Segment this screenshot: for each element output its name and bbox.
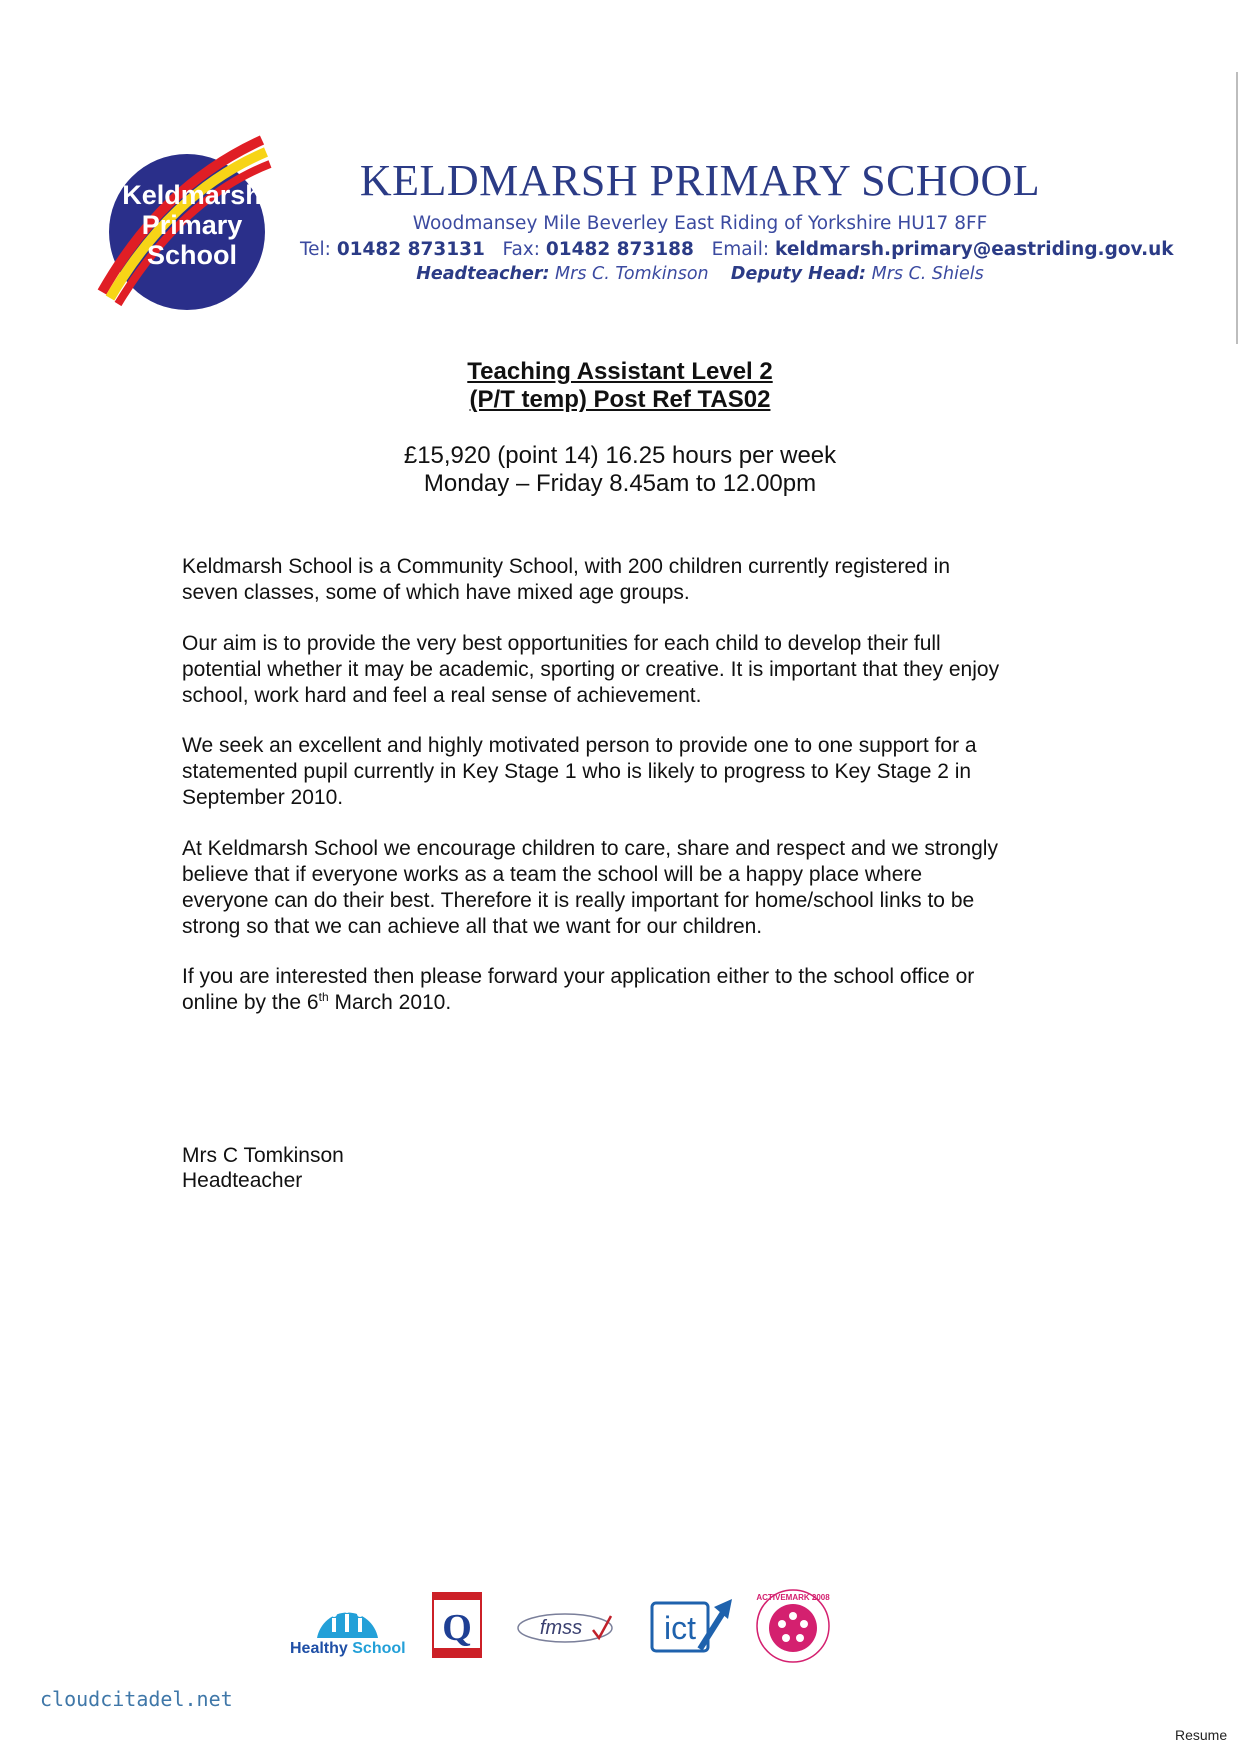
deadline-ordinal: th bbox=[318, 990, 329, 1004]
school-logo bbox=[92, 132, 282, 312]
corner-label: Resume bbox=[1175, 1727, 1228, 1743]
email-label: Email: bbox=[711, 239, 770, 260]
paragraph-line: everyone can do their best. Therefore it is really important for home/school links to be bbox=[182, 889, 975, 912]
paragraph-apply bbox=[182, 964, 1082, 1016]
paragraph-line: strong so that we can achieve all that we want for our children. bbox=[182, 915, 763, 938]
quality-mark-badge bbox=[432, 1592, 482, 1658]
paragraph-line: statemented pupil currently in Key Stage 1 who is likely to progress to Key Stage 2 in bbox=[182, 760, 972, 783]
paragraph-line: If you are interested then please forward your application either to the school office or bbox=[182, 965, 975, 988]
deadline-post: March 2010. bbox=[328, 991, 452, 1014]
paragraph-line: At Keldmarsh School we encourage children to care, share and respect and we strongly bbox=[182, 837, 998, 860]
paragraph-line: seven classes, some of which have mixed age groups. bbox=[182, 581, 690, 604]
paragraph-line: school, work hard and feel a real sense of achievement. bbox=[182, 684, 702, 707]
healthy-school-label-a: Healthy bbox=[290, 1640, 348, 1657]
paragraph-line-deadline bbox=[182, 990, 1082, 1016]
contact-line bbox=[300, 239, 1174, 260]
paragraph-values bbox=[182, 836, 1082, 940]
paragraph-aim bbox=[182, 631, 1082, 709]
email-address: keldmarsh.primary@eastriding.gov.uk bbox=[775, 239, 1174, 260]
healthy-school-badge bbox=[290, 1592, 405, 1660]
school-address: Woodmansey Mile Beverley East Riding of Yorkshire HU17 8FF bbox=[412, 213, 988, 234]
staff-line bbox=[300, 264, 1100, 284]
tel-label: Tel: bbox=[300, 239, 331, 260]
activemark-badge bbox=[755, 1588, 831, 1664]
paragraph-line: believe that if everyone works as a team the school will be a happy place where bbox=[182, 863, 923, 886]
paragraph-line: September 2010. bbox=[182, 786, 344, 809]
logo-text-3: School bbox=[146, 240, 238, 270]
logo-text-2: Primary bbox=[141, 210, 243, 240]
paragraph-line: potential whether it may be academic, sporting or creative. It is important that they enjoy bbox=[182, 658, 1000, 681]
logo-text-1: Keldmarsh bbox=[122, 180, 262, 210]
headteacher-name: Mrs C. Tomkinson bbox=[555, 264, 709, 284]
headteacher-label: Headteacher: bbox=[416, 264, 550, 284]
salary-line: £15,920 (point 14) 16.25 hours per week bbox=[403, 442, 837, 469]
healthy-school-icon bbox=[290, 1592, 405, 1642]
watermark: cloudcitadel.net bbox=[40, 1687, 233, 1711]
school-name: KELDMARSH PRIMARY SCHOOL bbox=[359, 156, 1041, 205]
paragraph-line: Keldmarsh School is a Community School, with 200 children currently registered in bbox=[182, 555, 951, 578]
post-title-line-1: Teaching Assistant Level 2 bbox=[467, 358, 773, 385]
fax-number: 01482 873188 bbox=[545, 239, 694, 260]
signature-name: Mrs C Tomkinson bbox=[182, 1144, 344, 1167]
ict-text: ict bbox=[664, 1610, 696, 1646]
paragraph-role bbox=[182, 733, 1082, 811]
fmss-badge bbox=[515, 1606, 615, 1650]
fax-label: Fax: bbox=[502, 239, 540, 260]
post-title-line-2: (P/T temp) Post Ref TAS02 bbox=[469, 386, 771, 413]
healthy-school-label bbox=[290, 1640, 405, 1658]
ict-mark-badge bbox=[650, 1593, 735, 1657]
deputy-label: Deputy Head: bbox=[730, 264, 867, 284]
healthy-school-label-b: School bbox=[347, 1640, 406, 1657]
tel-number: 01482 873131 bbox=[336, 239, 485, 260]
activemark-text: ACTIVEMARK 2008 bbox=[756, 1593, 830, 1602]
page-edge-line bbox=[1236, 72, 1238, 344]
paragraph-intro bbox=[182, 554, 1082, 606]
signature-role: Headteacher bbox=[182, 1169, 303, 1192]
deputy-name: Mrs C. Shiels bbox=[871, 264, 984, 284]
quality-mark-letter: Q bbox=[442, 1607, 472, 1649]
hours-line: Monday – Friday 8.45am to 12.00pm bbox=[423, 470, 817, 497]
fmss-text: fmss bbox=[539, 1617, 583, 1639]
paragraph-line: Our aim is to provide the very best opportunities for each child to develop their full bbox=[182, 632, 941, 655]
paragraph-line: We seek an excellent and highly motivated person to provide one to one support for a bbox=[182, 734, 977, 757]
deadline-pre: online by the 6 bbox=[182, 991, 319, 1014]
